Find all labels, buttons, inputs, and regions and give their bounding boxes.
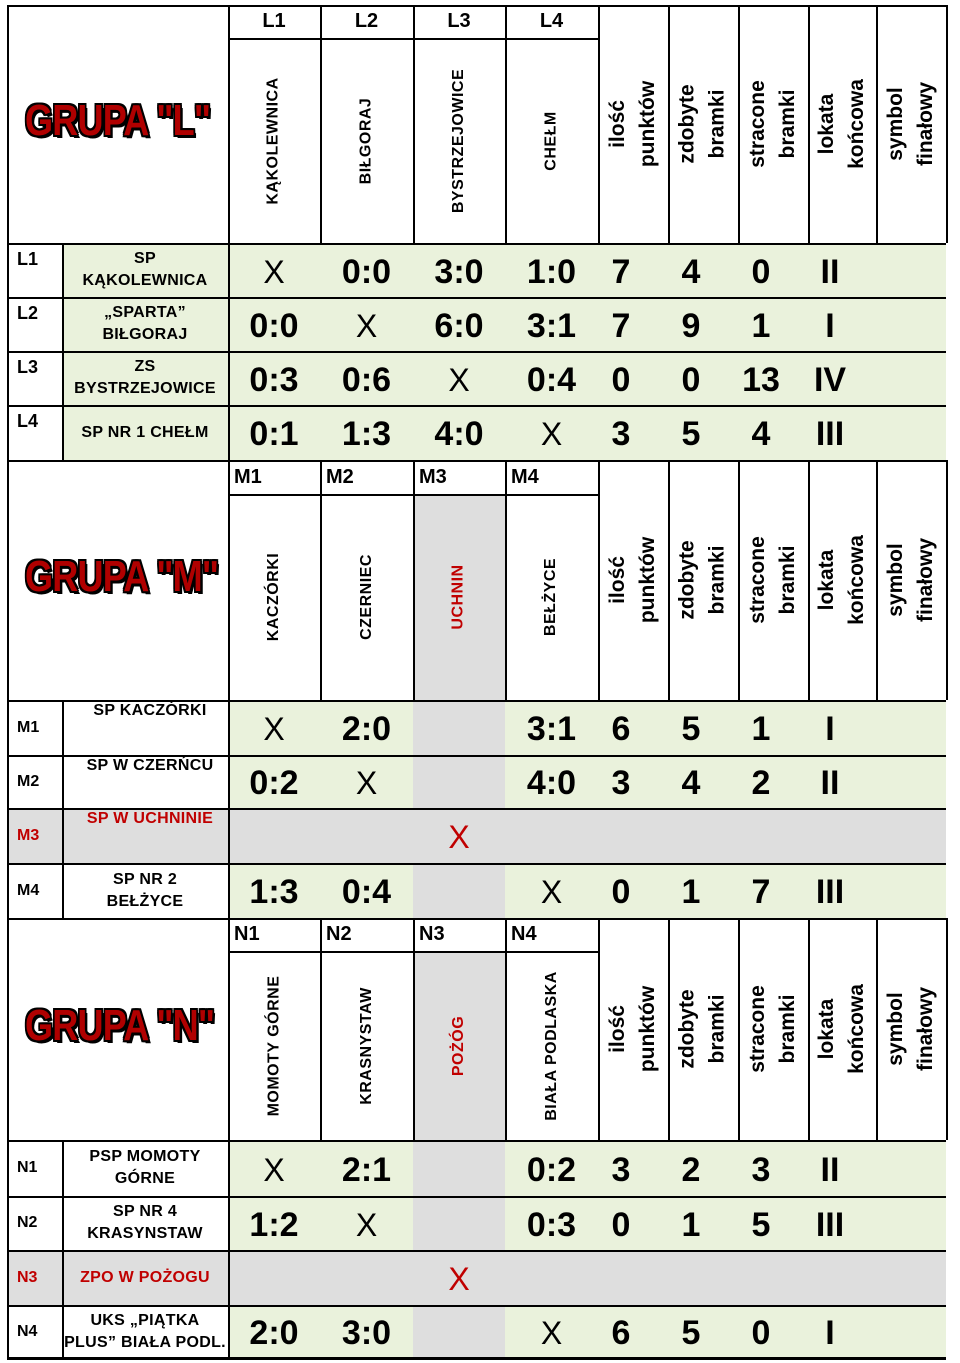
stat-header-line: finałowy: [914, 537, 938, 623]
row-m1-name: [62, 700, 228, 755]
grid-line-v: [7, 5, 9, 460]
stat-header-line: finałowy: [914, 986, 938, 1072]
row-code: L4: [17, 411, 39, 431]
team-name-line: SP W UCHNINIE: [86, 810, 214, 827]
row-m2-score-2: X: [355, 765, 378, 801]
team-name-line: KĄKOLEWNICA: [82, 272, 208, 289]
row-m1-stat-1: 6: [611, 710, 631, 748]
row-n2-score-4: 0:3: [526, 1205, 577, 1244]
stat-header-3: [738, 918, 808, 1140]
row-m2-stat-1: 3: [611, 764, 631, 802]
grid-line-v: [876, 918, 878, 1140]
row-l1-stat-4: II: [820, 252, 840, 291]
stat-header-3: [738, 460, 808, 700]
row-code: L3: [17, 357, 39, 377]
column-code-m3: M3: [419, 465, 447, 488]
row-l2-stat-2: 9: [681, 306, 701, 345]
grid-line-v: [808, 5, 810, 243]
stat-header-line: ilość: [606, 1005, 630, 1053]
row-n1-name: [62, 1140, 228, 1196]
stat-header-line: finałowy: [914, 81, 938, 167]
row-l2-stat-4: I: [825, 306, 835, 345]
row-l3-score-2: 0:6: [341, 360, 392, 399]
row-l3-stat-2: 0: [681, 360, 701, 399]
stat-header-line: bramki: [776, 89, 800, 159]
row-m2-name: [62, 755, 228, 808]
column-team-1: [228, 38, 320, 243]
row-m1-score-3: [413, 703, 505, 756]
grid-line-v: [505, 918, 507, 1140]
row-l1-name: [62, 243, 228, 297]
grid-line-v: [505, 5, 507, 243]
row-m3-score-2: [320, 811, 413, 864]
team-name-line: GÓRNE: [114, 1170, 176, 1187]
row-m3-stat-1: [586, 811, 656, 864]
stat-header-line: lokata: [815, 93, 839, 155]
team-name-line: PSP MOMOTY: [89, 1148, 201, 1165]
stat-header-line: końcowa: [845, 79, 869, 169]
grid-line-h: [7, 918, 946, 920]
row-l4-stat-3: 4: [751, 415, 771, 453]
team-name-line: SP KACZÓRKI: [93, 702, 207, 719]
column-code-n2: N2: [326, 923, 352, 945]
row-m4-stat-3: 7: [751, 873, 771, 911]
stat-header-line: symbol: [884, 87, 908, 161]
column-team-4: [505, 494, 598, 700]
grid-line-v: [598, 918, 600, 1140]
column-code-m1: M1: [234, 465, 262, 488]
row-m2-stat-2: 4: [681, 764, 701, 802]
stat-header-label: [881, 987, 941, 1071]
stat-header-line: zdobyte: [676, 84, 699, 164]
column-team-3: [413, 951, 505, 1140]
stat-header-line: punktów: [636, 985, 660, 1073]
grid-line-v: [668, 5, 670, 243]
stat-header-label: [673, 989, 733, 1068]
column-team-label: CZERNIEC: [357, 554, 375, 640]
row-code: N4: [17, 1322, 38, 1340]
team-name-line: PLUS” BIAŁA PODL.: [64, 1333, 226, 1351]
stat-header-line: ilość: [606, 100, 630, 148]
row-m4-score-2: 0:4: [341, 873, 392, 911]
row-n3-stat-2: [656, 1253, 726, 1306]
row-n4-score-4: X: [540, 1315, 563, 1351]
row-l4-score-2: 1:3: [341, 415, 392, 453]
team-name-line: BYSTRZEJOWICE: [74, 380, 216, 397]
row-n2-stat-4: III: [815, 1205, 845, 1244]
row-l4-score-3: 4:0: [434, 415, 484, 453]
stat-header-line: końcowa: [845, 984, 869, 1074]
row-n1-stat-3: 3: [751, 1150, 771, 1189]
row-code: M3: [17, 826, 40, 844]
grid-line-v: [413, 918, 415, 1140]
grid-line-h: [7, 700, 946, 702]
row-n4-score-3: [413, 1308, 505, 1359]
row-l1-score-1: X: [263, 253, 285, 290]
row-n4-name: [62, 1305, 228, 1358]
row-code: M2: [17, 772, 40, 790]
grid-line-h: [7, 808, 946, 810]
row-l1-score-3: 3:0: [434, 252, 484, 291]
stat-header-line: symbol: [884, 543, 908, 617]
row-m2-score-4: 4:0: [526, 764, 577, 802]
stat-header-line: końcowa: [845, 535, 869, 625]
row-n2-score-1: 1:2: [249, 1205, 299, 1244]
team-name-line: SP: [134, 250, 156, 267]
stat-header-4: [808, 918, 876, 1140]
grid-line-v: [738, 460, 740, 700]
column-code-n4: N4: [511, 923, 537, 945]
row-l1-stat-2: 4: [681, 252, 701, 291]
grid-line-v: [598, 460, 600, 700]
stat-header-2: [668, 5, 738, 243]
grid-line-h: [7, 863, 946, 865]
stat-header-label: [673, 540, 733, 619]
row-m2-score-1: 0:2: [249, 764, 299, 802]
row-m1-stat-4: I: [825, 710, 835, 748]
row-l1-stat-1: 7: [611, 252, 631, 291]
team-name-line: SP W CZERŃCU: [86, 757, 214, 774]
stat-header-line: symbol: [884, 992, 908, 1066]
team-name-line: „SPARTA”: [104, 304, 186, 321]
team-name-line: UKS „PIĄTKA: [90, 1311, 200, 1329]
stat-header-label: [603, 81, 663, 167]
row-n3-stat-4: [796, 1253, 864, 1306]
column-team-2: [320, 38, 413, 243]
row-m1-stat-3: 1: [751, 710, 771, 748]
row-m1-score-2: 2:0: [341, 710, 392, 748]
row-l3-stat-3: 13: [742, 360, 780, 399]
stat-header-line: punktów: [636, 536, 660, 624]
stat-header-line: ilość: [606, 556, 630, 604]
stat-header-line: lokata: [815, 998, 839, 1060]
stat-header-5: [876, 460, 946, 700]
grid-line-v: [320, 460, 322, 700]
stat-header-label: [881, 538, 941, 622]
stat-header-line: bramki: [706, 89, 729, 159]
stat-header-label: [881, 82, 941, 166]
row-m4-name: [62, 863, 228, 918]
row-n1-stat-1: 3: [611, 1150, 631, 1189]
stat-header-label: [603, 537, 663, 623]
row-n1-score-3: [413, 1143, 505, 1197]
grid-line-v: [228, 460, 230, 918]
row-n1-score-2: 2:1: [341, 1150, 392, 1189]
grid-line-h: [7, 243, 946, 245]
group-title: GRUPA "N": [25, 1001, 215, 1050]
grid-line-v: [7, 460, 9, 918]
stat-header-5: [876, 918, 946, 1140]
grid-line-v: [228, 918, 230, 1358]
column-team-label: BIAŁA PODLASKA: [542, 970, 560, 1121]
row-l2-score-2: X: [355, 307, 378, 344]
grid-line-h: [7, 755, 946, 757]
grid-line-v: [808, 460, 810, 700]
stat-header-line: bramki: [706, 994, 729, 1064]
row-n2-stat-2: 1: [681, 1205, 701, 1244]
stat-header-label: [812, 79, 872, 169]
stat-header-line: punktów: [636, 80, 660, 168]
row-code: N1: [17, 1159, 38, 1176]
column-code-l4: L4: [539, 10, 564, 32]
grid-line-v: [738, 918, 740, 1140]
stat-header-1: [598, 918, 668, 1140]
row-l2-stat-1: 7: [611, 306, 631, 345]
team-name-line: ZPO W POŻOGU: [80, 1268, 210, 1286]
row-n2-stat-3: 5: [751, 1205, 771, 1244]
column-team-3: [413, 494, 505, 700]
row-m3-stat-2: [656, 811, 726, 864]
stat-header-label: [812, 984, 872, 1074]
row-code: N2: [17, 1214, 38, 1231]
grid-line-v: [62, 243, 64, 460]
row-n3-stat-3: [726, 1253, 796, 1306]
team-name-line: ZS: [134, 358, 156, 375]
grid-line-h: [7, 5, 946, 7]
row-n3-score-2: [320, 1253, 413, 1306]
grid-line-v: [668, 918, 670, 1140]
row-m4-score-1: 1:3: [249, 873, 299, 911]
row-code: L2: [17, 303, 39, 323]
grid-line-v: [228, 5, 230, 460]
stat-header-label: [743, 985, 803, 1073]
row-m2-score-3: [413, 758, 505, 809]
row-l2-stat-3: 1: [751, 306, 771, 345]
row-m3-score-4: [505, 811, 598, 864]
row-m1-score-1: X: [263, 711, 285, 747]
grid-line-v: [876, 460, 878, 700]
column-team-2: [320, 951, 413, 1140]
team-name-line: BEŁŻYCE: [106, 892, 184, 910]
stat-header-line: lokata: [815, 549, 839, 611]
grid-line-v: [946, 460, 948, 700]
column-team-label: BEŁŻYCE: [542, 557, 560, 637]
row-l2-score-3: 6:0: [434, 306, 484, 345]
row-m2-stat-3: 2: [751, 764, 771, 802]
row-l4-stat-2: 5: [681, 415, 701, 453]
row-m1-stat-2: 5: [681, 710, 701, 748]
grid-line-h: [7, 351, 946, 353]
team-name-line: SP NR 2: [112, 870, 178, 888]
column-team-3: [413, 38, 505, 243]
stat-header-line: stracone: [746, 985, 770, 1073]
row-l4-name: [62, 405, 228, 460]
row-l4-stat-4: III: [815, 415, 845, 453]
column-team-label: KACZÓRKI: [265, 552, 282, 642]
team-name-line: KRASYNSTAW: [87, 1225, 203, 1242]
grid-line-v: [808, 918, 810, 1140]
grid-line-h: [7, 1357, 946, 1360]
row-m4-stat-2: 1: [681, 873, 701, 911]
row-m4-stat-4: III: [815, 873, 845, 911]
stat-header-line: bramki: [776, 994, 800, 1064]
row-n3-score-4: [505, 1253, 598, 1306]
row-l1-score-2: 0:0: [341, 252, 392, 291]
column-team-label: BIŁGORAJ: [357, 97, 375, 184]
row-code: M1: [17, 718, 40, 736]
stat-header-2: [668, 460, 738, 700]
row-m3-score-1: [228, 811, 320, 864]
row-n1-score-4: 0:2: [526, 1150, 577, 1189]
team-name-line: SP NR 1 CHEŁM: [81, 423, 209, 441]
grid-line-v: [505, 460, 507, 700]
stat-header-line: stracone: [746, 536, 770, 624]
row-n4-score-1: 2:0: [249, 1314, 299, 1352]
row-code: N3: [17, 1268, 38, 1286]
grid-line-v: [598, 5, 600, 243]
row-m1-score-4: 3:1: [526, 710, 577, 748]
row-l1-score-4: 1:0: [526, 252, 577, 291]
stat-header-line: zdobyte: [676, 540, 699, 620]
stat-header-label: [673, 84, 733, 163]
column-code-l2: L2: [354, 10, 379, 32]
stat-header-line: zdobyte: [676, 989, 699, 1069]
row-m4-score-3: [413, 866, 505, 919]
grid-line-v: [320, 5, 322, 243]
column-team-1: [228, 951, 320, 1140]
row-l2-score-4: 3:1: [526, 306, 577, 345]
row-l3-score-4: 0:4: [526, 360, 577, 399]
row-n2-score-2: X: [355, 1206, 378, 1243]
row-l4-score-1: 0:1: [249, 415, 299, 453]
column-team-1: [228, 494, 320, 700]
row-n2-stat-1: 0: [611, 1205, 631, 1244]
stat-header-label: [603, 986, 663, 1072]
column-team-label: BYSTRZEJOWICE: [450, 68, 468, 213]
column-team-label: MOMOTY GÓRNE: [265, 975, 283, 1116]
row-n3-stat-1: [586, 1253, 656, 1306]
column-team-4: [505, 951, 598, 1140]
grid-line-v: [946, 5, 948, 243]
grid-line-h: [7, 297, 946, 299]
stat-header-label: [743, 536, 803, 624]
grid-line-v: [738, 5, 740, 243]
grid-line-h: [7, 1196, 946, 1198]
grid-line-v: [62, 1140, 64, 1358]
grid-line-v: [413, 5, 415, 243]
row-n1-stat-2: 2: [681, 1150, 701, 1189]
grid-line-v: [668, 460, 670, 700]
row-l3-stat-1: 0: [611, 360, 631, 399]
stat-header-4: [808, 460, 876, 700]
row-l1-stat-3: 0: [751, 252, 771, 291]
stat-header-line: bramki: [776, 545, 800, 615]
column-team-label: POŻÓG: [450, 1015, 467, 1076]
row-code: M4: [17, 881, 40, 899]
column-team-2: [320, 494, 413, 700]
row-n4-stat-2: 5: [681, 1314, 701, 1352]
grid-line-v: [62, 700, 64, 918]
row-n4-stat-3: 0: [751, 1314, 771, 1352]
column-team-label: KRASNYSTAW: [357, 986, 375, 1105]
stat-header-1: [598, 5, 668, 243]
row-l2-name: [62, 297, 228, 351]
column-code-l1: L1: [262, 10, 286, 32]
row-l3-score-1: 0:3: [249, 360, 299, 399]
team-name-line: SP NR 4: [112, 1203, 178, 1220]
grid-line-h: [7, 405, 946, 407]
row-m3-name: [62, 808, 228, 863]
row-m4-score-4: X: [540, 874, 563, 910]
stat-header-1: [598, 460, 668, 700]
row-l3-stat-4: IV: [813, 360, 847, 399]
group-title: GRUPA "L": [25, 96, 211, 145]
stat-header-label: [812, 535, 872, 625]
row-n4-stat-1: 6: [611, 1314, 631, 1352]
stat-header-4: [808, 5, 876, 243]
column-code-m4: M4: [511, 465, 539, 488]
grid-line-h: [7, 1140, 946, 1142]
column-team-label: KĄKOLEWNICA: [265, 76, 283, 205]
row-m3-score-3: X: [448, 819, 470, 855]
grid-line-v: [876, 5, 878, 243]
row-l4-score-4: X: [540, 416, 563, 452]
row-m3-stat-4: [796, 811, 864, 864]
group-title: GRUPA "M": [25, 552, 219, 601]
row-l2-score-1: 0:0: [249, 306, 299, 345]
column-team-label: CHEŁM: [542, 110, 560, 171]
row-n4-score-2: 3:0: [341, 1314, 392, 1352]
column-code-m2: M2: [326, 465, 354, 488]
row-n2-score-3: [413, 1199, 505, 1251]
stat-header-line: bramki: [706, 545, 729, 615]
stat-header-line: stracone: [746, 80, 770, 168]
grid-line-v: [320, 918, 322, 1140]
row-l4-stat-1: 3: [611, 415, 631, 453]
row-n4-stat-4: I: [825, 1314, 835, 1352]
grid-line-v: [946, 918, 948, 1140]
row-n3-score-1: [228, 1253, 320, 1306]
stat-header-5: [876, 5, 946, 243]
grid-line-v: [7, 918, 9, 1358]
row-l3-score-3: X: [448, 361, 470, 398]
row-m4-stat-1: 0: [611, 873, 631, 911]
grid-line-h: [7, 460, 946, 462]
column-code-n1: N1: [234, 923, 260, 945]
row-n1-stat-4: II: [820, 1150, 840, 1189]
row-m2-stat-4: II: [820, 764, 840, 802]
grid-line-h: [7, 1250, 946, 1252]
row-code: L1: [17, 249, 39, 269]
grid-line-h: [7, 1305, 946, 1307]
column-code-l3: L3: [447, 10, 471, 32]
stat-header-2: [668, 918, 738, 1140]
row-l3-name: [62, 351, 228, 405]
row-n3-name: [62, 1250, 228, 1305]
column-team-4: [505, 38, 598, 243]
team-name-line: BIŁGORAJ: [102, 326, 188, 343]
grid-line-v: [413, 460, 415, 700]
row-n1-score-1: X: [263, 1151, 285, 1188]
row-n2-name: [62, 1196, 228, 1250]
stat-header-3: [738, 5, 808, 243]
column-team-label: UCHNIN: [450, 564, 467, 630]
row-m3-stat-3: [726, 811, 796, 864]
row-n3-score-3: X: [448, 1261, 470, 1297]
stat-header-label: [743, 80, 803, 168]
column-code-n3: N3: [419, 923, 445, 945]
